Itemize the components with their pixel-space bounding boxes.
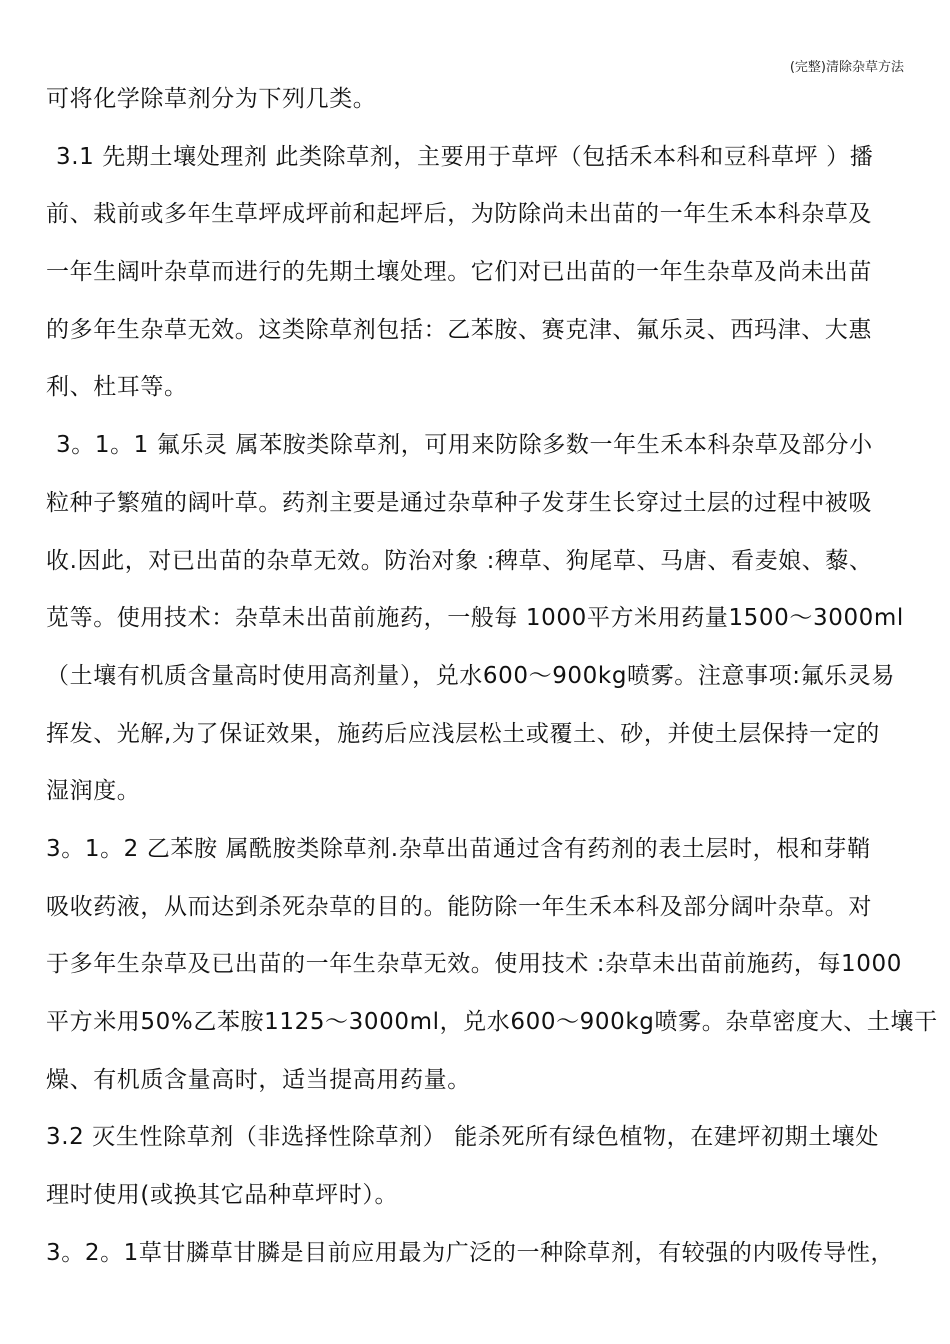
text-line: 3.2 灭生性除草剂（非选择性除草剂） 能杀死所有绿色植物，在建坪初期土壤处 xyxy=(46,1124,879,1151)
text-line: 挥发、光解,为了保证效果，施药后应浅层松土或覆土、砂，并使土层保持一定的 xyxy=(46,720,880,747)
text-line: （土壤有机质含量高时使用高剂量），兑水600～900kg喷雾。注意事项:氟乐灵易 xyxy=(46,662,895,689)
text-line: 理时使用(或换其它品种草坪时）。 xyxy=(46,1182,399,1209)
text-line: 湿润度。 xyxy=(46,778,141,805)
text-line: 可将化学除草剂分为下列几类。 xyxy=(46,86,377,112)
text-line: 前、栽前或多年生草坪成坪前和起坪后，为防除尚未出苗的一年生禾本科杂草及 xyxy=(46,201,872,228)
document-body xyxy=(46,82,938,1293)
text-line: 的多年生杂草无效。这类除草剂包括：乙苯胺、赛克津、氟乐灵、西玛津、大惠 xyxy=(46,316,872,343)
text-line: 一年生阔叶杂草而进行的先期土壤处理。它们对已出苗的一年生杂草及尚未出苗 xyxy=(46,259,872,286)
text-line: 收.因此，对已出苗的杂草无效。防治对象 :稗草、狗尾草、马唐、看麦娘、藜、 xyxy=(46,547,873,574)
text-line: 苋等。使用技术：杂草未出苗前施药，一般每 1000平方米用药量1500～3000ml xyxy=(46,605,904,632)
text-line: 3.1 先期土壤处理剂 此类除草剂，主要用于草坪（包括禾本科和豆科草坪 ）播 xyxy=(56,143,874,170)
text-line: 3。1。1 氟乐灵 属苯胺类除草剂，可用来防除多数一年生禾本科杂草及部分小 xyxy=(56,432,873,459)
running-header: (完整)清除杂草方法 xyxy=(789,60,904,75)
text-line: 粒种子繁殖的阔叶草。药剂主要是通过杂草种子发芽生长穿过土层的过程中被吸 xyxy=(46,489,872,516)
text-line: 3。2。1草甘膦草甘膦是目前应用最为广泛的一种除草剂，有较强的内吸传导性， xyxy=(46,1239,895,1266)
text-line: 燥、有机质含量高时，适当提高用药量。 xyxy=(46,1066,471,1093)
text-line: 3。1。2 乙苯胺 属酰胺类除草剂.杂草出苗通过含有药剂的表土层时，根和芽鞘 xyxy=(46,835,871,862)
text-line: 利、杜耳等。 xyxy=(46,374,188,401)
text-line: 于多年生杂草及已出苗的一年生杂草无效。使用技术 :杂草未出苗前施药，每1000 xyxy=(46,951,902,978)
text-line: 吸收药液，从而达到杀死杂草的目的。能防除一年生禾本科及部分阔叶杂草。对 xyxy=(46,893,872,920)
text-line: 平方米用50%乙苯胺1125～3000ml，兑水600～900kg喷雾。杂草密度大、土壤干 xyxy=(46,1009,938,1035)
